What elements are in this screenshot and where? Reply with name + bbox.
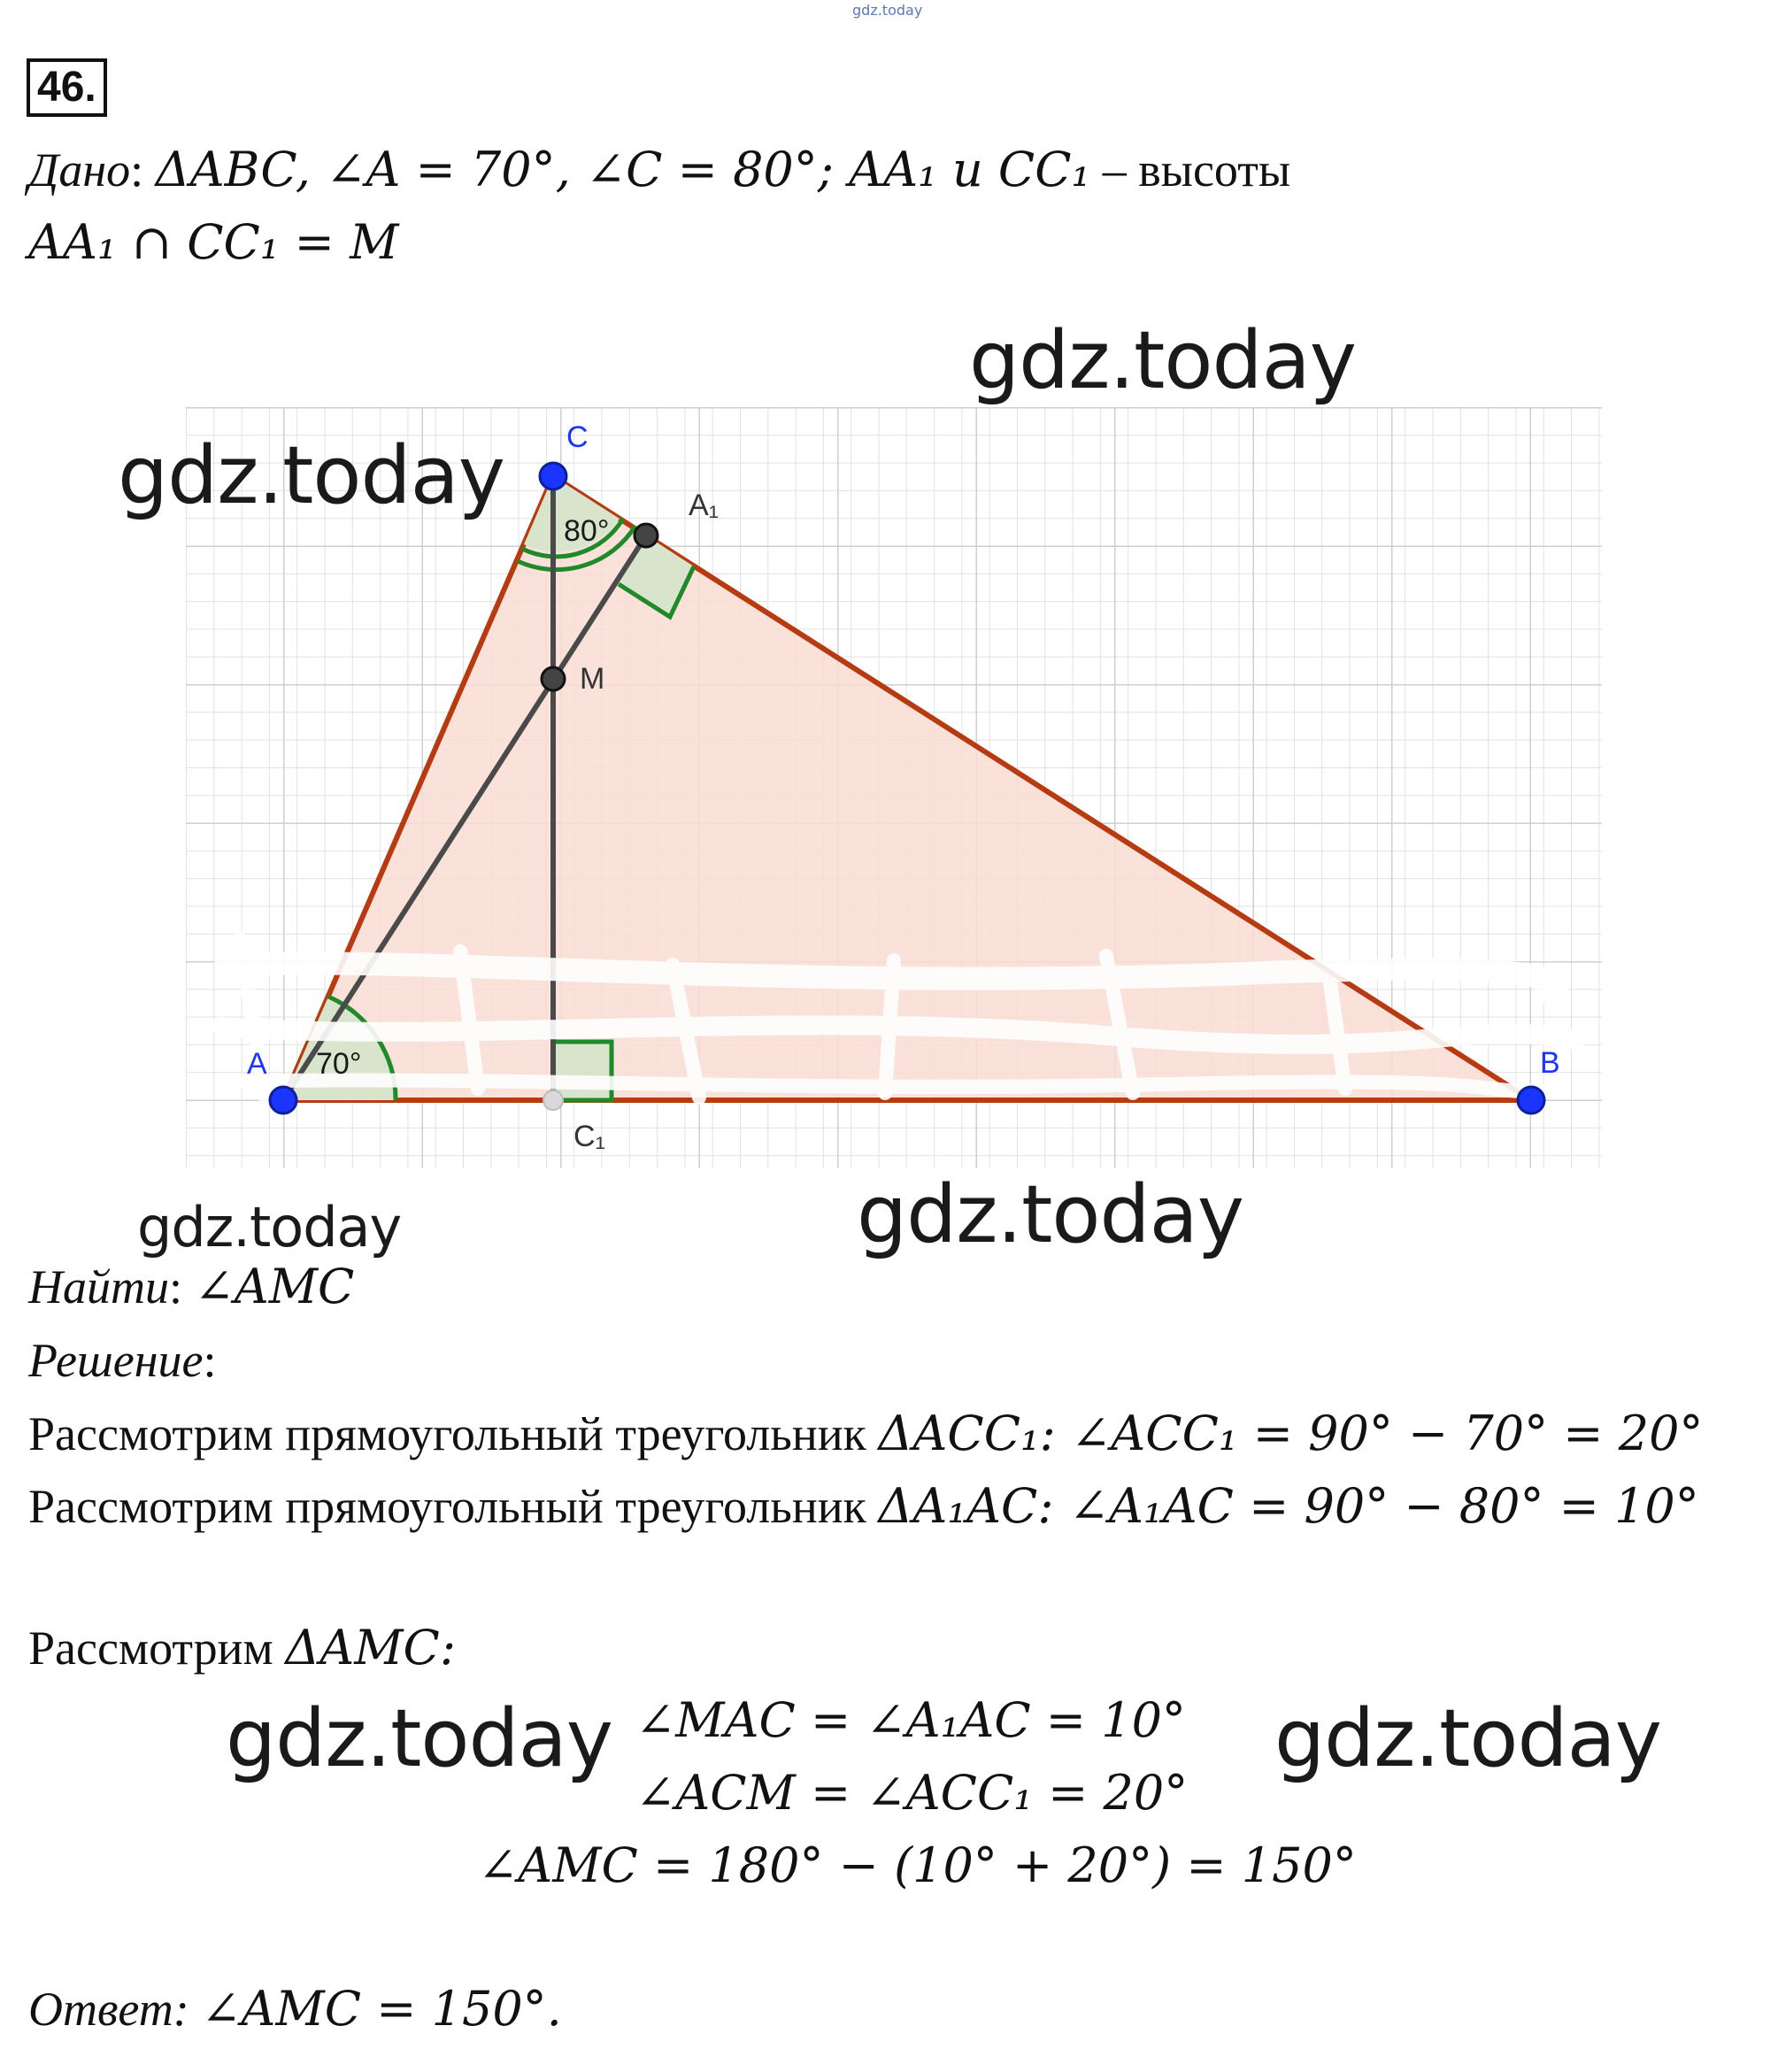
right-angle-c1	[553, 1042, 612, 1100]
label-a1: A₁	[689, 489, 720, 522]
find-label: Найти	[28, 1260, 169, 1313]
angle-c-label: 80°	[564, 514, 610, 548]
answer-label: Ответ	[28, 1983, 173, 2036]
equation-3: ∠AMC = 180° − (10° + 20°) = 150°	[478, 1837, 1357, 1893]
watermark-6: gdz.today	[1274, 1692, 1662, 1785]
find-value: ∠AMC	[194, 1259, 355, 1314]
step-3-math: ΔAMC:	[285, 1620, 457, 1675]
step-2-text: Рассмотрим прямоугольный треугольник	[28, 1480, 879, 1533]
watermark-4: gdz.today	[857, 1168, 1244, 1261]
solution-step-1	[28, 1406, 1703, 1461]
given-line-1: Дано: ΔABC, ∠A = 70°, ∠C = 80°; AA₁ и CC₁ – высоты	[28, 142, 1291, 197]
given-math-1: ΔABC, ∠A = 70°, ∠C = 80°; AA₁ и CC₁	[155, 142, 1091, 197]
point-c1	[543, 1090, 563, 1110]
label-c: C	[566, 420, 589, 454]
top-watermark: gdz.today	[852, 2, 923, 19]
vertex-c	[540, 463, 566, 489]
label-b: B	[1540, 1046, 1560, 1080]
step-2-math: ΔA₁AC: ∠A₁AC = 90° − 80° = 10°	[878, 1478, 1699, 1534]
problem-number: 46.	[27, 58, 107, 117]
solution-step-2	[28, 1478, 1699, 1534]
vertex-b	[1518, 1087, 1544, 1113]
given-tail: – высоты	[1102, 143, 1291, 196]
angle-a-label: 70°	[316, 1047, 362, 1081]
answer-value: ∠AMC = 150°.	[201, 1981, 562, 2037]
watermark-1: gdz.today	[969, 314, 1357, 407]
given-line-2: AA₁ ∩ CC₁ = M	[28, 214, 399, 270]
point-a1	[635, 524, 658, 547]
watermark-5: gdz.today	[226, 1692, 613, 1785]
step-1-math: ΔACC₁: ∠ACC₁ = 90° − 70° = 20°	[878, 1406, 1704, 1461]
step-1-text: Рассмотрим прямоугольный треугольник	[28, 1407, 879, 1460]
watermark-2: gdz.today	[118, 429, 505, 522]
label-c1: C₁	[573, 1120, 606, 1153]
point-m	[542, 667, 565, 690]
equation-1: ∠MAC = ∠A₁AC = 10°	[635, 1692, 1186, 1748]
solution-step-3	[28, 1620, 456, 1675]
equation-2: ∠ACM = ∠ACC₁ = 20°	[635, 1765, 1189, 1821]
find-line: Найти: ∠AMC	[28, 1259, 355, 1314]
solution-label: Решение	[28, 1334, 204, 1387]
label-m: M	[580, 662, 605, 696]
solution-heading: Решение:	[28, 1334, 217, 1387]
step-3-text: Рассмотрим	[28, 1621, 286, 1675]
vertex-a	[270, 1087, 296, 1113]
label-a: A	[247, 1047, 267, 1081]
given-label: Дано	[28, 143, 131, 196]
answer-line: Ответ: ∠AMC = 150°.	[28, 1981, 562, 2037]
watermark-3: gdz.today	[137, 1195, 402, 1259]
